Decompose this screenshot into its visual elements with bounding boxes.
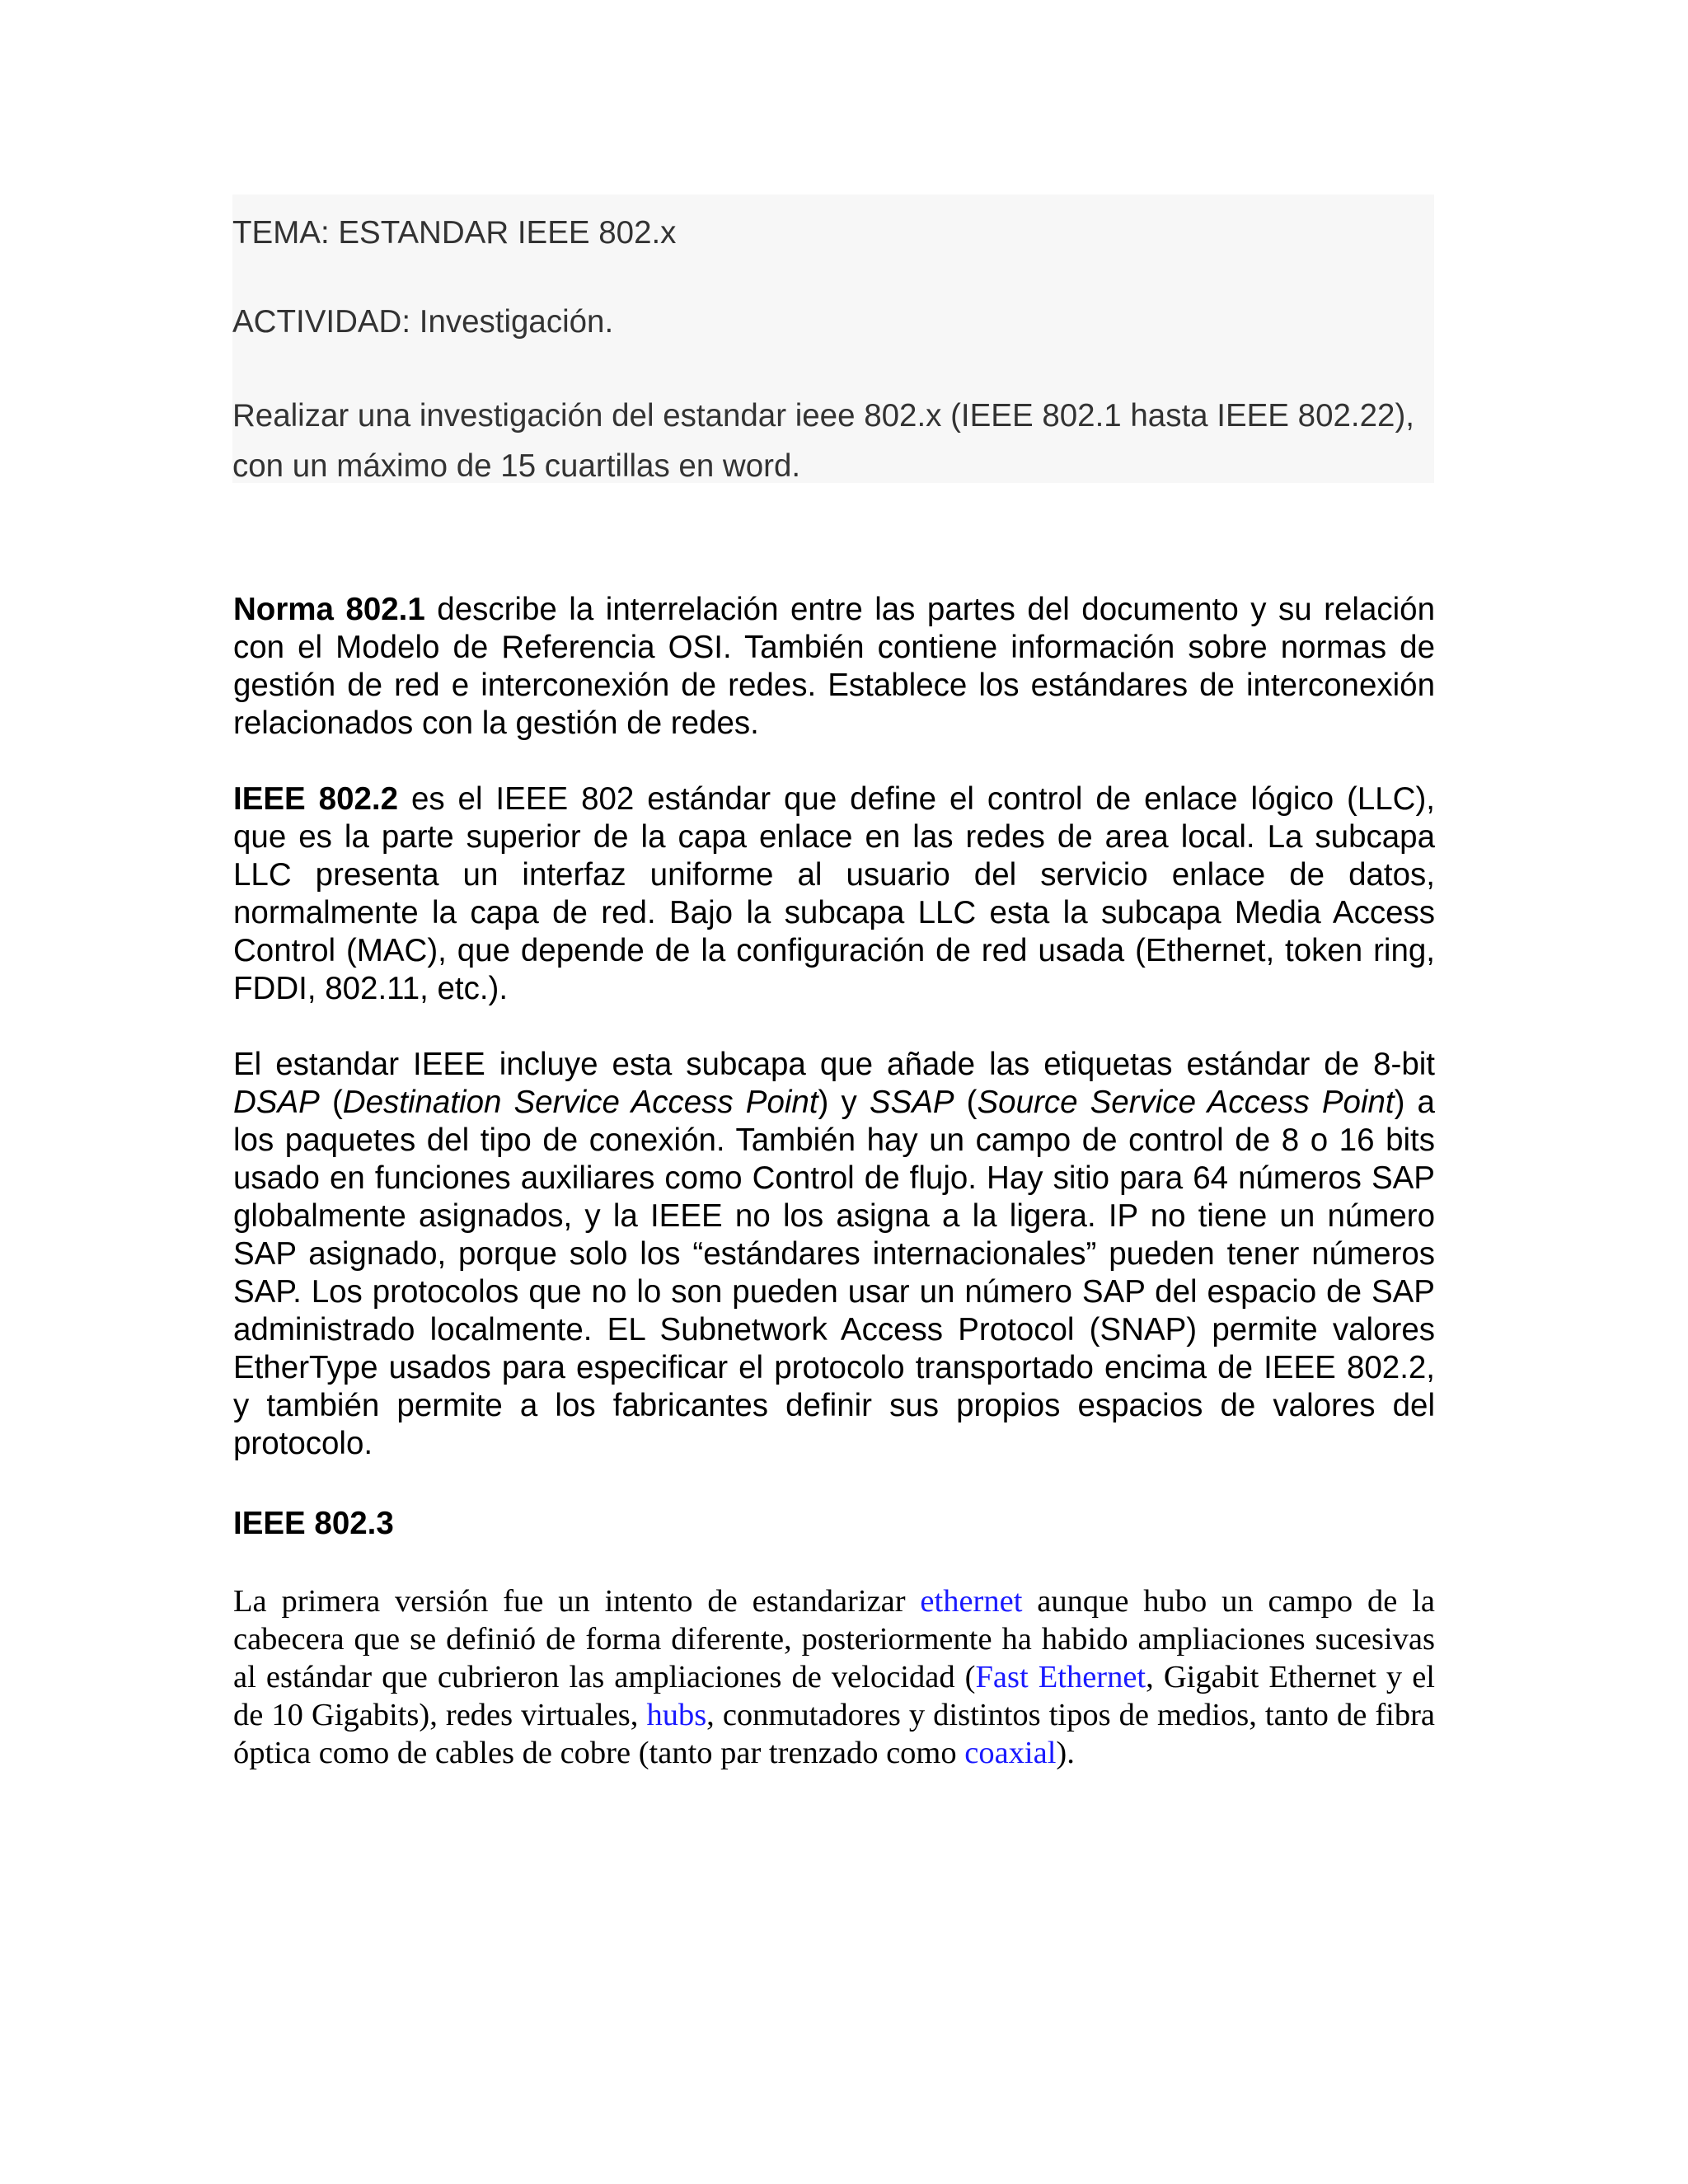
ieee-8023-text-2: aunque hubo un campo de la cabecera que se definió de forma diferente, posteriormente ha habido ampliaciones sucesivas al estándar que cubrieron las ampliaciones de velocidad ( (233, 1584, 1435, 1694)
label-802-1: Norma 802.1 (233, 592, 425, 627)
sap-text-1: El estandar IEEE incluye esta subcapa que añade las etiquetas estándar de 8-bit (233, 1047, 1435, 1082)
dsap-term: DSAP (233, 1085, 320, 1120)
dsap-full-term: Destination Service Access Point (342, 1085, 818, 1120)
sap-text-2: ( (319, 1085, 343, 1120)
task-description: Realizar una investigación del estandar ieee 802.x (IEEE 802.1 hasta IEEE 802.22), con un máximo de 15 cuartillas en word. (232, 398, 1414, 484)
sap-text-4: ( (954, 1085, 978, 1120)
tema-line: TEMA: ESTANDAR IEEE 802.x (232, 215, 677, 251)
paragraph-802-2-sap (233, 1046, 1435, 1463)
text-802-2: es el IEEE 802 estándar que define el control de enlace lógico (LLC), que es la parte superior de la capa enlace en las redes de area local. La subcapa LLC presenta un interfaz uniforme al usuario del servicio enlace de datos, normalmente la capa de red. Bajo la subcapa LLC esta la subcapa Media Access Control (MAC), que depende de la configuración de red usada (Ethernet, token ring, FDDI, 802.11, etc.). (233, 781, 1435, 1006)
ieee-8023-text-1: La primera versión fue un intento de estandarizar (233, 1584, 921, 1619)
paragraph-802-1 (233, 591, 1435, 743)
paragraph-802-2 (233, 780, 1435, 1008)
label-802-2: IEEE 802.2 (233, 781, 399, 817)
text-802-1: describe la interrelación entre las partes del documento y su relación con el Modelo de Referencia OSI. También contiene información sobre normas de gestión de red e interconexión de redes. Establece los estándares de interconexión relacionados con la gestión de redes. (233, 592, 1435, 741)
heading-802-3: IEEE 802.3 (233, 1506, 394, 1541)
sap-text-3: ) y (818, 1085, 870, 1120)
ieee-8023-text-4: , conmutadores y distintos tipos de medios, tanto de fibra óptica como de cables de cobre (tanto par trenzado como (233, 1698, 1436, 1770)
ieee-8023-text-5: ). (1056, 1736, 1075, 1770)
link-ethernet[interactable]: ethernet (920, 1584, 1023, 1619)
assignment-header (232, 194, 1434, 483)
sap-text-5: ) a los paquetes del tipo de conexión. También hay un campo de control de 8 o 16 bits usado en funciones auxiliares como Control de flujo. Hay sitio para 64 números SAP globalmente asignados, y la IEEE no los asigna a la ligera. IP no tiene un número SAP asignado, porque solo los “estándares internacionales” pueden tener números SAP. Los protocolos que no lo son pueden usar un número SAP del espacio de SAP administrado localmente. EL Subnetwork Access Protocol (SNAP) permite valores EtherType usados para especificar el protocolo transportado encima de IEEE 802.2, y también permite a los fabricantes definir sus propios espacios de valores del protocolo. (233, 1085, 1435, 1461)
actividad-line: ACTIVIDAD: Investigación. (232, 304, 614, 340)
paragraph-802-3 (233, 1582, 1435, 1772)
link-hubs[interactable]: hubs (646, 1698, 707, 1732)
link-coaxial[interactable]: coaxial (964, 1736, 1057, 1770)
ssap-full-term: Source Service Access Point (977, 1085, 1395, 1120)
link-fast-ethernet[interactable]: Fast Ethernet (975, 1660, 1146, 1694)
ssap-term: SSAP (869, 1085, 954, 1120)
ieee-8023-text-3: , Gigabit Ethernet y el de 10 Gigabits), redes virtuales, (233, 1660, 1435, 1732)
